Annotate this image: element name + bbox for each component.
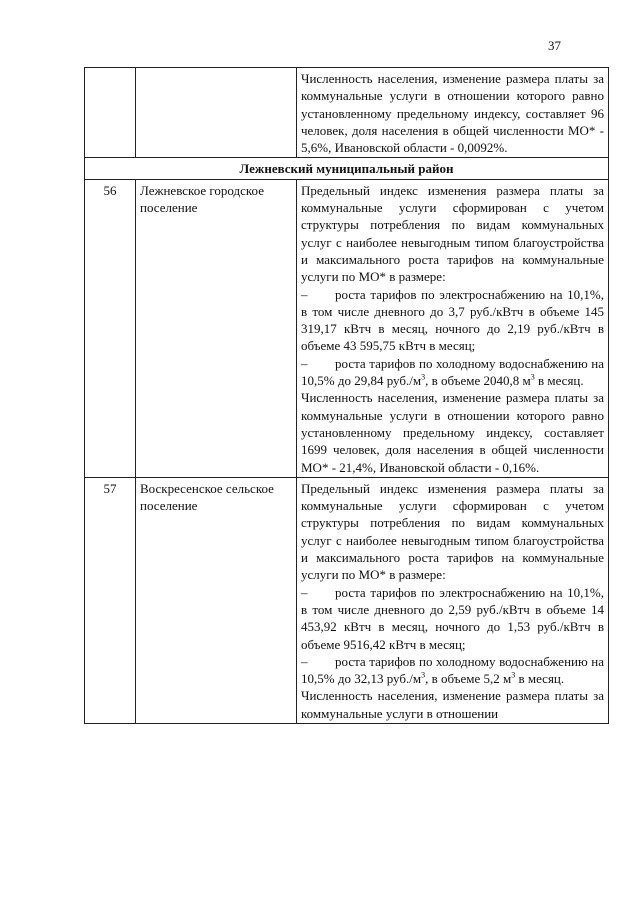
row-number-cell: 56 — [85, 179, 136, 477]
electricity-item — [301, 584, 604, 653]
population-paragraph: Численность населения, изменение размера платы за коммунальные услуги в отношении которого равно установленному предельному индексу, составляет 1699 человек, доля населения в общей численности МО* - 21,4%, Ивановской области - 0,16%. — [301, 390, 604, 475]
superscript: 3 — [511, 670, 516, 680]
dash-marker: – — [301, 584, 308, 600]
superscript: 3 — [421, 670, 426, 680]
table-row — [85, 179, 609, 477]
water-item — [301, 653, 604, 688]
water-volume: , в объеме 5,2 м — [425, 671, 512, 687]
electricity-text: роста тарифов по электроснабжению на 10,1%, в том числе дневного до 3,7 руб./кВтч в объеме 145 319,17 кВтч в месяц, ночного до 2,19 руб./кВтч в объеме 43 595,75 кВтч в месяц; — [301, 286, 604, 354]
population-paragraph: Численность населения, изменение размера платы за коммунальные услуги в отношении которого равно установленному предельному индексу, составляет 96 человек, доля населения в общей численности МО* - 5,6%, Ивановской области - 0,0092%. — [301, 71, 604, 156]
superscript: 3 — [421, 372, 426, 382]
water-volume: , в объеме 2040,8 м — [425, 373, 531, 389]
table-row — [85, 477, 609, 723]
row-number-cell — [85, 68, 136, 158]
water-item — [301, 355, 604, 390]
water-end: в месяц. — [534, 373, 584, 389]
dash-marker: – — [301, 355, 308, 371]
description-cell — [297, 477, 609, 723]
water-end: в месяц. — [515, 671, 565, 687]
water-text: роста тарифов по холодному водоснабжению на 10,5% до 32,13 руб./м — [301, 653, 604, 687]
electricity-text: роста тарифов по электроснабжению на 10,1%, в том числе дневного до 2,59 руб./кВтч в объеме 14 453,92 кВтч в месяц, ночного до 1,53 руб./кВтч в объеме 9516,42 кВтч в месяц; — [301, 584, 604, 652]
municipality-cell — [136, 68, 297, 158]
dash-marker: – — [301, 653, 308, 669]
dash-marker: – — [301, 286, 308, 302]
tariff-table — [84, 67, 609, 724]
intro-paragraph: Предельный индекс изменения размера платы за коммунальные услуги сформирован с учетом структуры потребления по видам коммунальных услуг с наиболее невыгодным типом благоустройства и максимального роста тарифов на коммунальные услуги по МО* в размере: — [301, 182, 604, 285]
row-number-cell: 57 — [85, 477, 136, 723]
section-title: Лежневский муниципальный район — [85, 158, 609, 179]
description-cell — [297, 68, 609, 158]
superscript: 3 — [530, 372, 535, 382]
population-paragraph: Численность населения, изменение размера платы за коммунальные услуги в отношении — [301, 688, 604, 721]
water-text: роста тарифов по холодному водоснабжению на 10,5% до 29,84 руб./м — [301, 355, 604, 389]
table-row — [85, 68, 609, 158]
municipality-cell: Лежневское городское поселение — [136, 179, 297, 477]
municipality-cell: Воскресенское сельское поселение — [136, 477, 297, 723]
intro-paragraph: Предельный индекс изменения размера платы за коммунальные услуги сформирован с учетом структуры потребления по видам коммунальных услуг с наиболее невыгодным типом благоустройства и максимального роста тарифов на коммунальные услуги по МО* в размере: — [301, 480, 604, 583]
page-number: 37 — [548, 38, 561, 53]
section-row — [85, 158, 609, 179]
description-cell — [297, 179, 609, 477]
electricity-item — [301, 286, 604, 355]
